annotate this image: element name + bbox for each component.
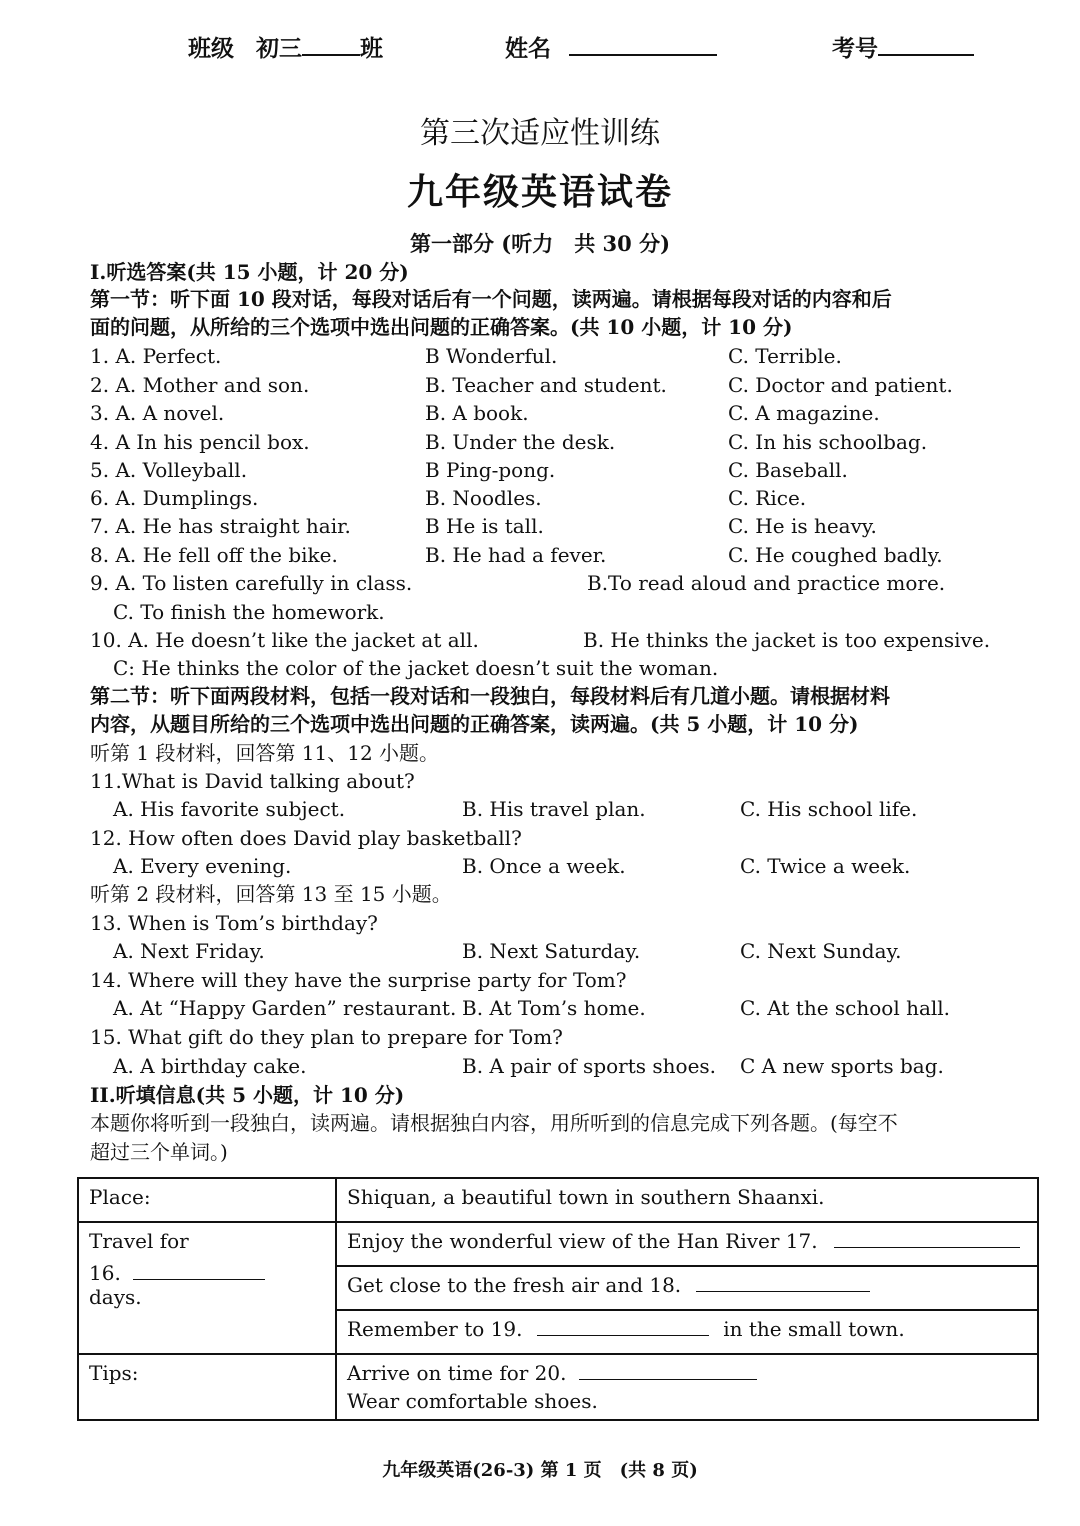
number-label: 考号 xyxy=(832,35,878,62)
travel-label: Travel for xyxy=(89,1229,189,1253)
tips-label: Tips: xyxy=(78,1354,336,1420)
q10-option-a[interactable]: 10. A. He doesn’t like the jacket at all. xyxy=(90,628,479,652)
exam-subtitle: 第三次适应性训练 xyxy=(420,116,660,151)
class-field xyxy=(188,30,383,63)
q12-option-a[interactable]: A. Every evening. xyxy=(113,854,292,878)
q14-option-c[interactable]: C. At the school hall. xyxy=(740,996,951,1020)
travel-line xyxy=(89,1261,325,1309)
q2-option-c[interactable]: C. Doctor and patient. xyxy=(728,373,953,397)
q20-blank[interactable] xyxy=(579,1361,757,1380)
q8-option-c[interactable]: C. He coughed badly. xyxy=(728,543,943,567)
material-one-note: 听第 1 段材料，回答第 11、12 小题。 xyxy=(90,741,440,765)
q15-option-c[interactable]: C A new sports bag. xyxy=(740,1054,944,1078)
q7-option-a[interactable]: 7. A. He has straight hair. xyxy=(90,514,351,538)
q17-text: Enjoy the wonderful view of the Han River 17. xyxy=(347,1229,818,1253)
q7-option-b[interactable]: B He is tall. xyxy=(425,514,544,538)
q19-blank[interactable] xyxy=(537,1317,709,1336)
q5-option-a[interactable]: 5. A. Volleyball. xyxy=(90,458,248,482)
q7-option-c[interactable]: C. He is heavy. xyxy=(728,514,877,538)
q5-option-c[interactable]: C. Baseball. xyxy=(728,458,848,482)
q6-option-c[interactable]: C. Rice. xyxy=(728,486,807,510)
q8-option-b[interactable]: B. He had a fever. xyxy=(425,543,607,567)
q9-option-c[interactable]: C. To finish the homework. xyxy=(113,600,385,624)
name-field xyxy=(505,30,717,63)
material-two-note: 听第 2 段材料，回答第 13 至 15 小题。 xyxy=(90,882,452,906)
name-blank[interactable] xyxy=(569,34,717,56)
page-footer: 九年级英语(26-3) 第 1 页 (共 8 页) xyxy=(382,1460,698,1481)
q4-option-b[interactable]: B. Under the desk. xyxy=(425,430,616,454)
q5-option-b[interactable]: B Ping-pong. xyxy=(425,458,556,482)
name-label: 姓名 xyxy=(505,35,551,62)
q13-stem: 13. When is Tom’s birthday? xyxy=(90,911,378,935)
q3-option-a[interactable]: 3. A. A novel. xyxy=(90,401,225,425)
q8-option-a[interactable]: 8. A. He fell off the bike. xyxy=(90,543,338,567)
q3-option-c[interactable]: C. A magazine. xyxy=(728,401,880,425)
q14-option-a[interactable]: A. At “Happy Garden” restaurant. xyxy=(113,996,457,1020)
q4-option-a[interactable]: 4. A In his pencil box. xyxy=(90,430,310,454)
q21-text: Wear comfortable shoes. xyxy=(347,1389,598,1413)
q18-row xyxy=(336,1266,1038,1310)
q12-stem: 12. How often does David play basketball? xyxy=(90,826,522,850)
part-one-heading: 第一部分 (听力 共 30 分) xyxy=(409,231,671,256)
q19-row xyxy=(336,1310,1038,1354)
q10-option-c[interactable]: C: He thinks the color of the jacket doesn’t suit the woman. xyxy=(113,656,719,680)
days-label: days. xyxy=(89,1285,142,1309)
q15-option-a[interactable]: A. A birthday cake. xyxy=(113,1054,307,1078)
q16-blank[interactable] xyxy=(133,1261,265,1280)
exam-title: 九年级英语试卷 xyxy=(406,171,673,213)
section-two-instruction-1: 本题你将听到一段独白，读两遍。请根据独白内容，用所听到的信息完成下列各题。(每空不 xyxy=(90,1111,898,1135)
class-suffix: 班 xyxy=(360,35,384,62)
q11-option-a[interactable]: A. His favorite subject. xyxy=(113,797,346,821)
class-blank[interactable] xyxy=(302,34,360,56)
q15-option-b[interactable]: B. A pair of sports shoes. xyxy=(462,1054,717,1078)
q9-option-b[interactable]: B.To read aloud and practice more. xyxy=(587,571,946,595)
place-value: Shiquan, a beautiful town in southern Shaanxi. xyxy=(336,1178,1038,1222)
q13-option-c[interactable]: C. Next Sunday. xyxy=(740,939,902,963)
q2-option-b[interactable]: B. Teacher and student. xyxy=(425,373,667,397)
q15-stem: 15. What gift do they plan to prepare for Tom? xyxy=(90,1025,563,1049)
q1-option-c[interactable]: C. Terrible. xyxy=(728,344,842,368)
q1-option-a[interactable]: 1. A. Perfect. xyxy=(90,344,222,368)
q19-text-before: Remember to 19. xyxy=(347,1317,523,1341)
q17-blank[interactable] xyxy=(834,1229,1020,1248)
q12-option-c[interactable]: C. Twice a week. xyxy=(740,854,911,878)
travel-cell xyxy=(78,1222,336,1354)
tips-cell xyxy=(336,1354,1038,1420)
q11-option-b[interactable]: B. His travel plan. xyxy=(462,797,646,821)
q19-text-after: in the small town. xyxy=(723,1317,905,1341)
q18-blank[interactable] xyxy=(696,1273,870,1292)
info-table xyxy=(77,1177,1039,1421)
section-one-heading: I.听选答案(共 15 小题，计 20 分) xyxy=(90,260,409,284)
q17-row xyxy=(336,1222,1038,1266)
class-label: 班级 xyxy=(188,35,234,62)
q13-option-b[interactable]: B. Next Saturday. xyxy=(462,939,641,963)
number-field xyxy=(832,30,974,63)
q4-option-c[interactable]: C. In his schoolbag. xyxy=(728,430,928,454)
q11-stem: 11.What is David talking about? xyxy=(90,769,415,793)
place-label: Place: xyxy=(78,1178,336,1222)
q6-option-b[interactable]: B. Noodles. xyxy=(425,486,542,510)
section-two-heading: II.听填信息(共 5 小题，计 10 分) xyxy=(90,1083,405,1107)
q12-option-b[interactable]: B. Once a week. xyxy=(462,854,626,878)
q14-stem: 14. Where will they have the surprise party for Tom? xyxy=(90,968,627,992)
q16-number: 16. xyxy=(89,1261,121,1285)
q11-option-c[interactable]: C. His school life. xyxy=(740,797,918,821)
q3-option-b[interactable]: B. A book. xyxy=(425,401,529,425)
number-blank[interactable] xyxy=(878,34,974,56)
q9-option-a[interactable]: 9. A. To listen carefully in class. xyxy=(90,571,413,595)
q20-text: Arrive on time for 20. xyxy=(347,1361,567,1385)
q6-option-a[interactable]: 6. A. Dumplings. xyxy=(90,486,259,510)
grade-prefix: 初三 xyxy=(256,35,303,62)
q2-option-a[interactable]: 2. A. Mother and son. xyxy=(90,373,310,397)
sub-two-instruction-2: 内容，从题目所给的三个选项中选出问题的正确答案，读两遍。(共 5 小题，计 10 分) xyxy=(90,712,859,736)
q10-option-b[interactable]: B. He thinks the jacket is too expensive. xyxy=(583,628,991,652)
q14-option-b[interactable]: B. At Tom’s home. xyxy=(462,996,646,1020)
sub-one-instruction-2: 面的问题，从所给的三个选项中选出问题的正确答案。(共 10 小题，计 10 分) xyxy=(90,315,793,339)
q13-option-a[interactable]: A. Next Friday. xyxy=(113,939,265,963)
q18-text: Get close to the fresh air and 18. xyxy=(347,1273,682,1297)
sub-one-instruction-1: 第一节：听下面 10 段对话，每段对话后有一个问题，读两遍。请根据每段对话的内容和后 xyxy=(90,287,892,311)
q1-option-b[interactable]: B Wonderful. xyxy=(425,344,558,368)
section-two-instruction-2: 超过三个单词。) xyxy=(90,1140,228,1164)
sub-two-instruction-1: 第二节：听下面两段材料，包括一段对话和一段独白，每段材料后有几道小题。请根据材料 xyxy=(90,684,890,708)
